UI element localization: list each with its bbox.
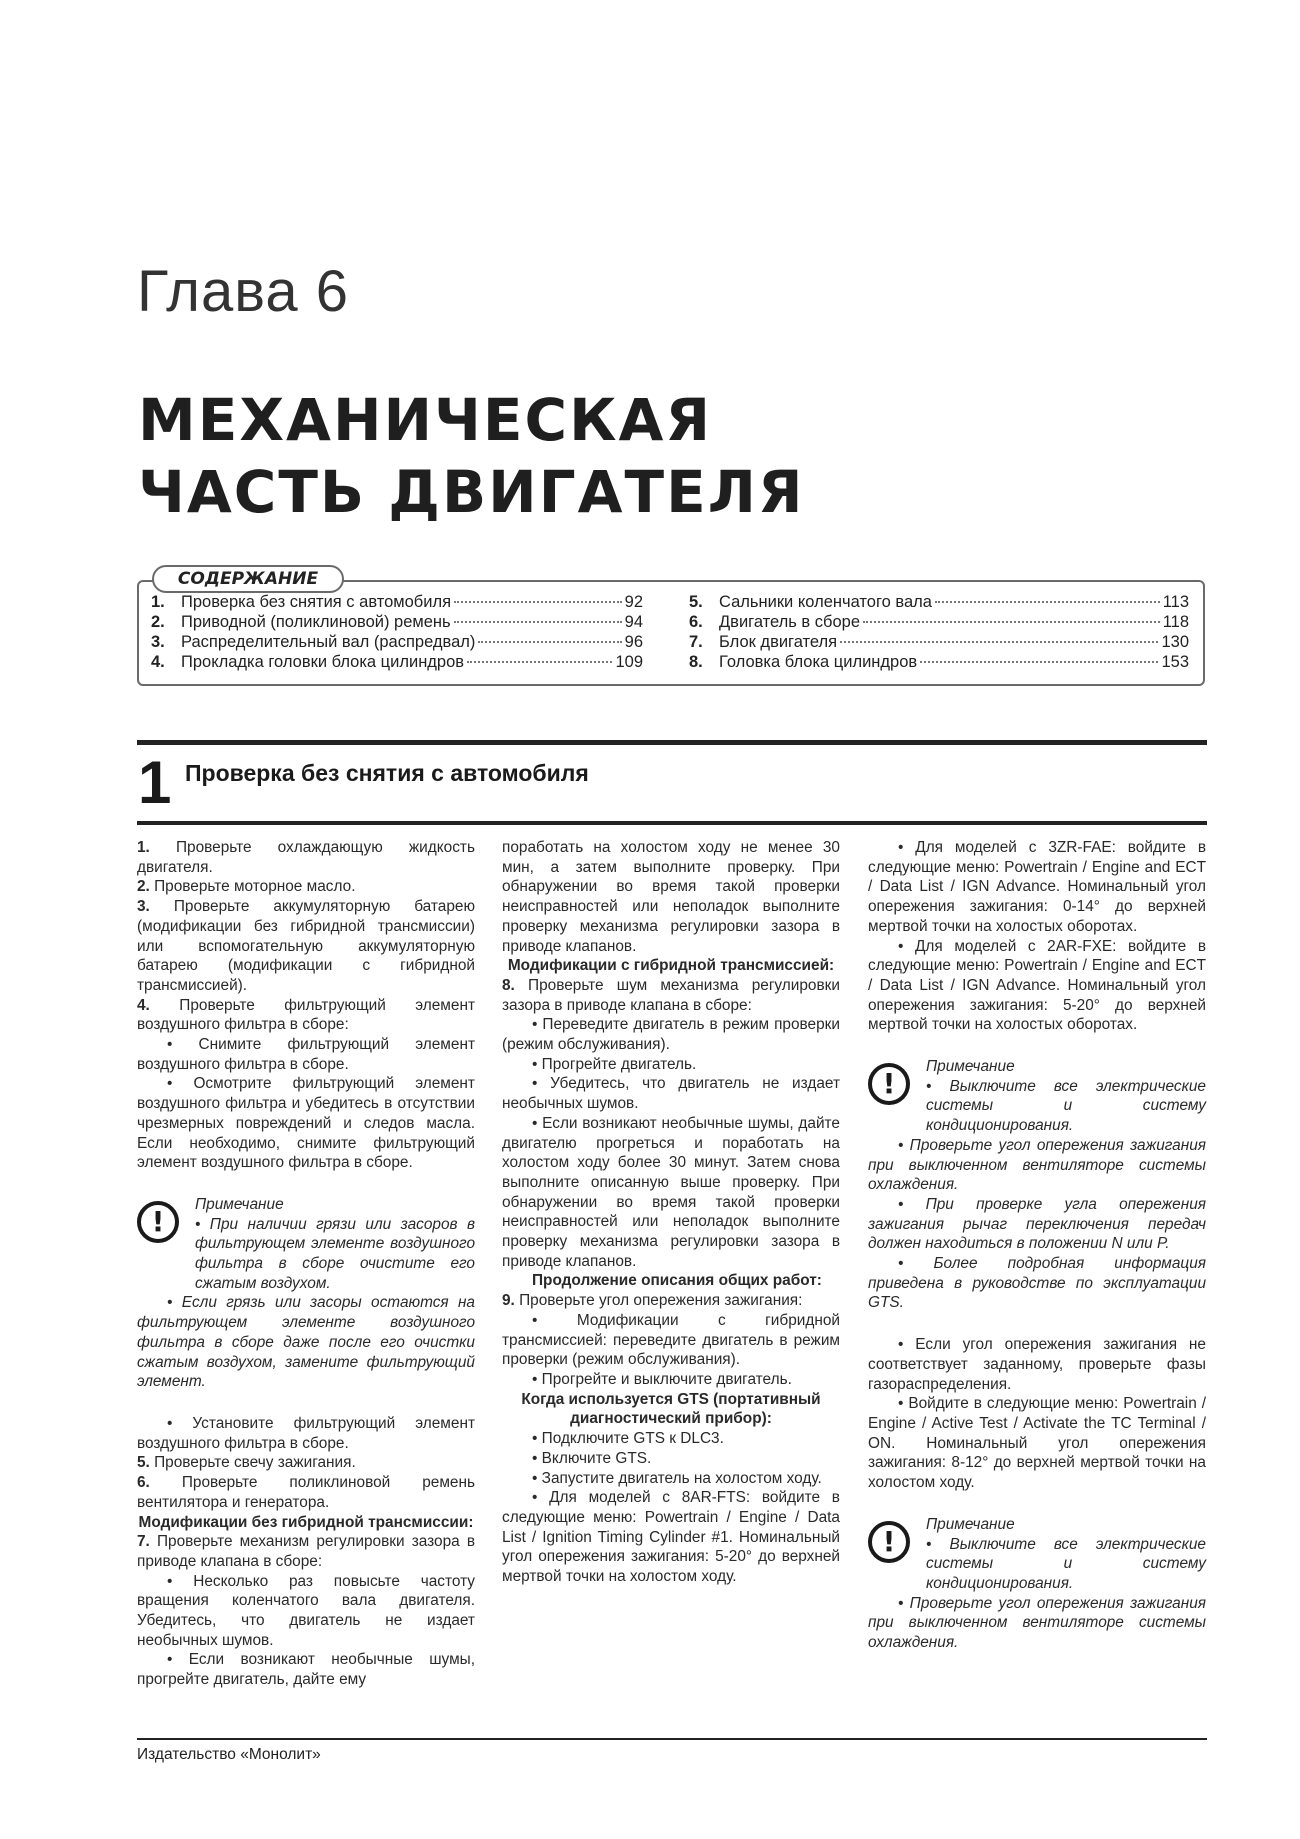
subheading: Продолжение описания общих работ: [532, 1272, 822, 1290]
paragraph-text: Проверьте моторное масло. [154, 878, 356, 896]
toc-left-column [151, 593, 643, 673]
toc-entry-title: Двигатель в сборе [719, 613, 861, 631]
toc-leader-dots [863, 621, 1160, 623]
warning-icon: ! [868, 1521, 910, 1563]
paragraph [502, 1291, 840, 1311]
toc-entry-title: Прокладка головки блока цилиндров [181, 653, 465, 671]
bullet-item: • Переведите двигатель в режим проверки (режим обслуживания). [502, 1016, 840, 1054]
note-text: • Проверьте угол опережения зажигания при выключенном вентиляторе системы охлаждения. [868, 1136, 1206, 1194]
paragraph-text: Проверьте свечу зажигания. [154, 1454, 356, 1472]
note-text: • Более подробная информация приведена в руководстве по эксплуатации GTS. [868, 1255, 1206, 1312]
note-block [868, 1515, 1206, 1653]
paragraph [137, 1453, 475, 1473]
toc-entry-title: Головка блока цилиндров [719, 653, 918, 671]
bullet-item: • Войдите в следующие меню: Powertrain / Engine / Active Test / Activate the TC Terminal / ON. Номинальный угол опережения зажигания: 8-12° до верхней мертвой точки на холостом ходу. [868, 1395, 1206, 1492]
step-number: 8. [502, 976, 515, 994]
note-text: • При наличии грязи или засоров в фильтрующем элементе воздушного фильтра в сборе очистите его сжатым воздухом. [195, 1215, 475, 1292]
toc-entry-title: Распределительный вал (распредвал) [181, 633, 476, 651]
toc-entry[interactable] [151, 593, 643, 613]
paragraph-text: Проверьте поликлиновой ремень вентилятора и генератора. [137, 1474, 475, 1511]
paragraph [137, 838, 475, 877]
paragraph: поработать на холостом ходу не менее 30 мин, а затем выполните проверку. При обнаружении во время такой проверки неисправностей или неполадок выполните проверку механизма регулировки зазора в приводе клапанов. [502, 839, 840, 955]
toc-entry[interactable] [689, 593, 1189, 613]
paragraph-text: Проверьте аккумуляторную батарею (модификации без гибридной трансмиссии) или вспомогательную аккумуляторную батарею (модификации с гибридной трансмиссией). [137, 898, 475, 994]
note-text: • Проверьте угол опережения зажигания при выключенном вентиляторе системы охлаждения. [868, 1594, 1206, 1652]
toc-entry-page: 118 [1162, 613, 1189, 631]
toc-entry-number: 7. [689, 633, 703, 651]
toc-leader-dots [920, 661, 1158, 663]
step-number: 5. [137, 1454, 150, 1472]
toc-entry-number: 2. [151, 613, 165, 631]
bullet-item: • Для моделей с 8AR-FTS: войдите в следующие меню: Powertrain / Engine / Data List / Ignition Timing Cylinder #1. Номинальный угол опережения зажигания: 5-20° до верхней мертвой точки на холостом ходу. [502, 1489, 840, 1586]
bullet-item: • Снимите фильтрующий элемент воздушного фильтра в сборе. [137, 1036, 475, 1073]
subheading: Модификации с гибридной трансмиссией: [507, 957, 835, 975]
step-number: 3. [137, 898, 150, 916]
toc-entry-number: 5. [689, 593, 703, 611]
paragraph-text: Проверьте угол опережения зажигания: [519, 1292, 803, 1310]
bullet-item: • Подключите GTS к DLC3. [532, 1430, 724, 1448]
bullet-item: • Убедитесь, что двигатель не издает необычных шумов. [502, 1075, 840, 1113]
toc-entry-number: 1. [151, 593, 165, 611]
toc-right-column [689, 593, 1189, 673]
subheading: Когда используется GTS (портативный диагностический прибор): [521, 1390, 821, 1428]
section-bottom-rule [137, 821, 1207, 825]
bullet-item: • Для моделей с 2AR-FXE: войдите в следующие меню: Powertrain / Engine and ECT / Data List / IGN Advance. Номинальный угол опережения зажигания: 5-20° до верхней мертвой точки на холостых оборотах. [868, 937, 1206, 1034]
bullet-item: • Включите GTS. [532, 1449, 652, 1467]
bullet-item: • Прогрейте двигатель. [532, 1055, 697, 1073]
paragraph [137, 996, 475, 1035]
note-heading: Примечание [195, 1195, 284, 1213]
section-title: Проверка без снятия с автомобиля [185, 760, 589, 786]
publisher-footer: Издательство «Монолит» [137, 1746, 321, 1763]
toc-entry[interactable] [151, 653, 643, 673]
toc-entry-number: 8. [689, 653, 703, 671]
toc-entry-title: Проверка без снятия с автомобиля [181, 593, 452, 611]
text-column-3 [868, 838, 1206, 1675]
paragraph [137, 1532, 475, 1571]
toc-entry-number: 6. [689, 613, 703, 631]
warning-icon: ! [137, 1201, 179, 1243]
toc-entry-page: 96 [624, 633, 643, 651]
bullet-item: • Для моделей с 3ZR-FAE: войдите в следующие меню: Powertrain / Engine and ECT / Data List / IGN Advance. Номинальный угол опережения зажигания: 0-14° до верхней мертвой точки на холостых оборотах. [868, 839, 1206, 935]
toc-entry-title: Блок двигателя [719, 633, 838, 651]
toc-entry-title: Приводной (поликлиновой) ремень [181, 613, 451, 631]
toc-leader-dots [935, 601, 1160, 603]
toc-leader-dots [454, 601, 622, 603]
toc-entry[interactable] [689, 633, 1189, 653]
paragraph-text: Проверьте шум механизма регулировки зазора в приводе клапана в сборе: [502, 976, 840, 1014]
note-heading: Примечание [926, 1058, 1015, 1076]
section-top-rule [137, 740, 1207, 745]
bullet-item: • Если возникают необычные шумы, дайте двигателю прогреться и поработать на холостом ходу более 30 минут. Затем снова выполните описанную выше проверку. При обнаружении во время такой проверки неисправностей или неполадок выполните проверку механизма регулировки зазора в приводе клапанов. [502, 1114, 840, 1270]
step-number: 7. [137, 1533, 150, 1551]
bullet-item: • Осмотрите фильтрующий элемент воздушного фильтра и убедитесь в отсутствии чрезмерных повреждений и следов масла. Если необходимо, снимите фильтрующий элемент воздушного фильтра в сборе. [137, 1075, 475, 1172]
toc-entry-page: 94 [624, 613, 643, 631]
chapter-title-line-1: МЕХАНИЧЕСКАЯ [138, 386, 713, 454]
toc-leader-dots [840, 641, 1158, 643]
bullet-item: • Несколько раз повысьте частоту вращения коленчатого вала двигателя. Убедитесь, что двигатель не издает необычных шумов. [137, 1572, 475, 1649]
note-text: • Выключите все электрические системы и систему кондиционирования. [926, 1077, 1206, 1135]
toc-leader-dots [467, 661, 612, 663]
toc-entry-number: 3. [151, 633, 165, 651]
note-text: • Выключите все электрические системы и систему кондиционирования. [926, 1535, 1206, 1592]
note-block [868, 1057, 1206, 1313]
chapter-title-line-2: ЧАСТЬ ДВИГАТЕЛЯ [138, 458, 805, 526]
note-heading: Примечание [926, 1515, 1015, 1533]
toc-entry-number: 4. [151, 653, 165, 671]
paragraph-text: Проверьте фильтрующий элемент воздушного фильтра в сборе: [137, 996, 475, 1034]
toc-leader-dots [478, 641, 621, 643]
step-number: 4. [137, 996, 150, 1014]
text-column-1 [137, 838, 475, 1690]
subheading: Модификации без гибридной трансмиссии: [138, 1513, 474, 1531]
paragraph [502, 976, 840, 1015]
step-number: 1. [137, 839, 150, 856]
toc-entry[interactable] [151, 633, 643, 653]
step-number: 9. [502, 1292, 515, 1310]
toc-leader-dots [454, 621, 622, 623]
toc-heading: СОДЕРЖАНИЕ [152, 565, 344, 593]
note-text: • При проверке угла опережения зажигания рычаг переключения передач должен находиться в положении N или P. [868, 1195, 1206, 1253]
toc-entry-title: Сальники коленчатого вала [719, 593, 932, 611]
toc-entry-page: 130 [1161, 633, 1189, 651]
bullet-item: • Если возникают необычные шумы, прогрейте двигатель, дайте ему [137, 1651, 475, 1689]
section-number: 1 [138, 749, 172, 816]
paragraph [137, 1473, 475, 1512]
bullet-item: • Установите фильтрующий элемент воздушного фильтра в сборе. [137, 1414, 475, 1452]
toc-entry-page: 153 [1161, 653, 1189, 671]
step-number: 2. [137, 878, 150, 896]
bullet-item: • Прогрейте и выключите двигатель. [532, 1370, 792, 1388]
footer-rule [137, 1738, 1207, 1740]
note-text: • Если грязь или засоры остаются на фильтрующем элементе воздушного фильтра в сборе даже после его очистки сжатым воздухом, замените фильтрующий элемент. [137, 1294, 475, 1391]
chapter-label: Глава 6 [137, 259, 350, 324]
toc-entry-page: 113 [1162, 593, 1189, 611]
toc-entry-page: 92 [624, 593, 643, 611]
paragraph-text: Проверьте охлаждающую жидкость двигателя. [137, 839, 475, 876]
text-column-2 [502, 838, 840, 1587]
paragraph [137, 877, 475, 897]
step-number: 6. [137, 1474, 150, 1492]
paragraph [137, 897, 475, 996]
toc-entry[interactable] [151, 613, 643, 633]
bullet-item: • Если угол опережения зажигания не соответствует заданному, проверьте фазы газораспределения. [868, 1336, 1206, 1393]
toc-entry[interactable] [689, 653, 1189, 673]
bullet-item: • Модификации с гибридной трансмиссией: переведите двигатель в режим проверки (режим обслуживания). [502, 1311, 840, 1369]
warning-icon: ! [868, 1063, 910, 1105]
note-block [137, 1195, 475, 1392]
chapter-title [138, 384, 805, 528]
toc-entry-page: 109 [615, 653, 643, 671]
bullet-item: • Запустите двигатель на холостом ходу. [532, 1469, 822, 1487]
paragraph-text: Проверьте механизм регулировки зазора в приводе клапана в сборе: [137, 1533, 475, 1570]
toc-entry[interactable] [689, 613, 1189, 633]
